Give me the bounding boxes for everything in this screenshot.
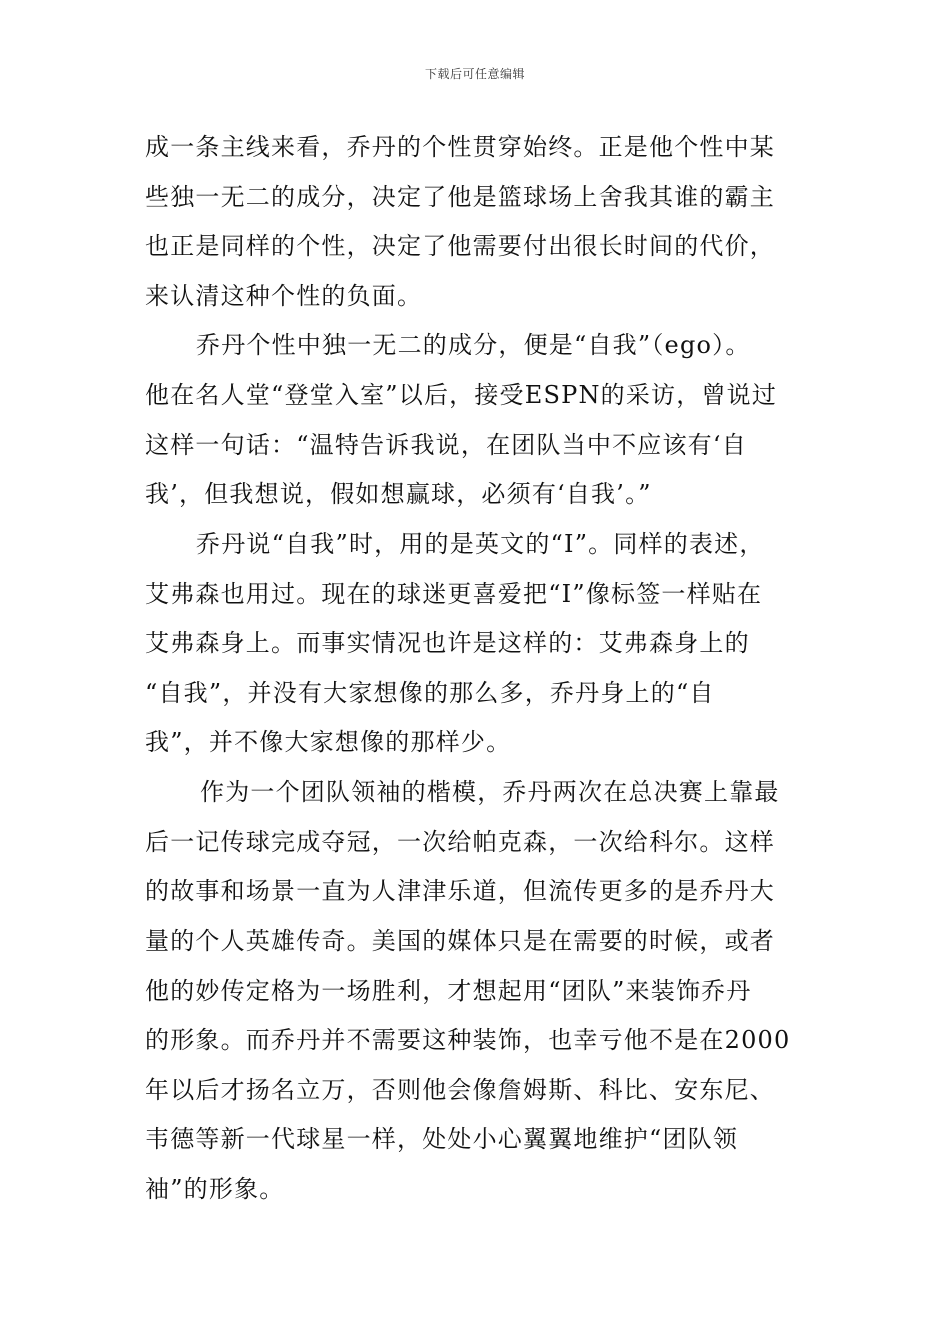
text-line: 袖”的形象。 [145, 1175, 285, 1203]
text-line: 些独一无二的成分，决定了他是篮球场上舍我其谁的霸主 [145, 183, 775, 211]
text-line: 的故事和场景一直为人津津乐道，但流传更多的是乔丹大 [145, 877, 775, 905]
text-line: 艾弗森也用过。现在的球迷更喜爱把“I”像标签一样贴在 [145, 580, 763, 608]
text-line: 他的妙传定格为一场胜利，才想起用“团队”来装饰乔丹 [145, 977, 752, 1005]
text-line: 来认清这种个性的负面。 [145, 282, 423, 310]
text-line: 也正是同样的个性，决定了他需要付出很长时间的代价， [145, 232, 775, 260]
text-line: 我”，并不像大家想像的那样少。 [145, 728, 512, 756]
text-line: 这样一句话：“温特告诉我说，在团队当中不应该有‘自 [145, 431, 747, 459]
text-line: 作为一个团队领袖的楷模，乔丹两次在总决赛上靠最 [200, 778, 780, 806]
text-line: 乔丹说“自我”时，用的是英文的“I”。同样的表述， [196, 530, 765, 558]
text-line: “自我”，并没有大家想像的那么多，乔丹身上的“自 [145, 679, 715, 707]
text-line: 他在名人堂“登堂入室”以后，接受ESPN的采访，曾说过 [145, 381, 778, 409]
text-line: 我’，但我想说，假如想赢球，必须有‘自我’。” [145, 480, 652, 508]
text-line: 后一记传球完成夺冠，一次给帕克森，一次给科尔。这样 [145, 828, 775, 856]
text-line: 年以后才扬名立万，否则他会像詹姆斯、科比、安东尼、 [145, 1076, 775, 1104]
page-header: 下载后可任意编辑 [424, 67, 525, 81]
text-line: 量的个人英雄传奇。美国的媒体只是在需要的时候，或者 [145, 927, 775, 955]
text-line: 乔丹个性中独一无二的成分，便是“自我”（ego）。 [196, 331, 751, 359]
text-line: 成一条主线来看，乔丹的个性贯穿始终。正是他个性中某 [145, 133, 775, 161]
text-line: 艾弗森身上。而事实情况也许是这样的：艾弗森身上的 [145, 629, 750, 657]
text-line: 的形象。而乔丹并不需要这种装饰，也幸亏他不是在2000 [145, 1026, 791, 1054]
text-line: 韦德等新一代球星一样，处处小心翼翼地维护“团队领 [145, 1125, 739, 1153]
